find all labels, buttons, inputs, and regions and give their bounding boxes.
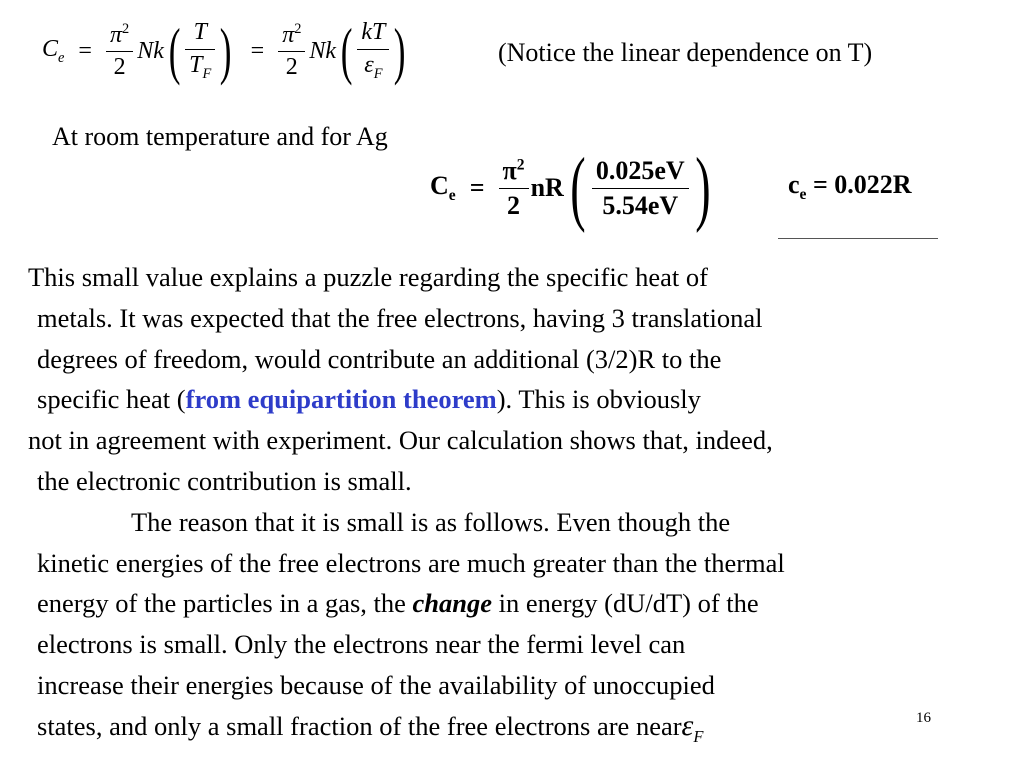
para1-line: the electronic contribution is small. — [37, 465, 412, 496]
equation-electronic-heat-capacity: $C_e$ = $\frac{\pi^2}{2}$ Nk ( $\frac{T}{T_F}$ ) = $\frac{\pi^2}{2}$ Nk ( $\frac{kT}{\varepsilon_F}$ ) — [42, 15, 406, 86]
eq1-nk-1: Nk — [137, 37, 164, 64]
page-number: 16 — [916, 710, 931, 726]
eq1-lhs: $C_e$ — [42, 35, 65, 66]
eq1-equals-2: = — [250, 37, 265, 64]
para2-line: energy of the particles in a gas, the change in energy (dU/dT) of the — [37, 588, 759, 619]
para2-line: kinetic energies of the free electrons are much greater than the thermal — [37, 547, 785, 578]
para2-line: increase their energies because of the availability of unoccupied — [37, 669, 715, 700]
para2-line: electrons is small. Only the electrons near the fermi level can — [37, 629, 686, 660]
result-underline — [778, 238, 938, 239]
para1-line: degrees of freedom, would contribute an additional (3/2)R to the — [37, 343, 722, 374]
linear-dependence-note: (Notice the linear dependence on T) — [498, 38, 873, 67]
room-temperature-label: At room temperature and for Ag — [52, 122, 388, 151]
eq1-frac-pi2-over-2b: $\frac{\pi^2}{2}$ — [278, 22, 305, 80]
eq1-frac-t-over-tf: $\frac{T}{T_F}$ — [185, 20, 215, 81]
para1-line: not in agreement with experiment. Our calculation shows that, indeed, — [28, 425, 773, 456]
para2-line: states, and only a small fraction of the free electrons are nearε$_F$ — [37, 708, 704, 746]
para1-line: metals. It was expected that the free electrons, having 3 translational — [37, 302, 763, 333]
eq1-nk-2: Nk — [309, 37, 337, 64]
eq2-frac-energy-ratio: $\frac{0.025eV}{5.54eV}$ — [592, 157, 689, 219]
para1-line: This small value explains a puzzle regarding the specific heat of — [28, 262, 708, 292]
eq2-nR: nR — [530, 173, 564, 202]
eq1-frac-kt-over-epsf: $\frac{kT}{\varepsilon_F}$ — [357, 20, 389, 81]
eq2-equals: = — [469, 173, 485, 202]
eq2-lhs: $C_e$ — [430, 170, 456, 205]
equipartition-highlight: from equipartition theorem — [185, 384, 497, 415]
body-text — [28, 257, 1018, 758]
equation-silver-heat-capacity: $C_e$ = $\frac{\pi^2}{2}$ nR ( $\frac{0.025eV}{5.54eV}$ ) — [430, 141, 711, 234]
fermi-energy-symbol: $\varepsilon_F$ — [681, 708, 704, 746]
eq2-frac-pi2-over-2: $\frac{\pi^2}{2}$ — [499, 157, 529, 219]
ce-result: $c_e = 0.022R$ — [788, 170, 912, 204]
para1-line: specific heat (from equipartition theorem). This is obviously — [37, 384, 701, 415]
change-emphasis: change — [412, 588, 493, 619]
eq1-equals-1: = — [78, 37, 92, 64]
para2-line: The reason that it is small is as follows. Even though the — [131, 506, 731, 537]
eq1-frac-pi2-over-2: $\frac{\pi^2}{2}$ — [106, 22, 133, 80]
